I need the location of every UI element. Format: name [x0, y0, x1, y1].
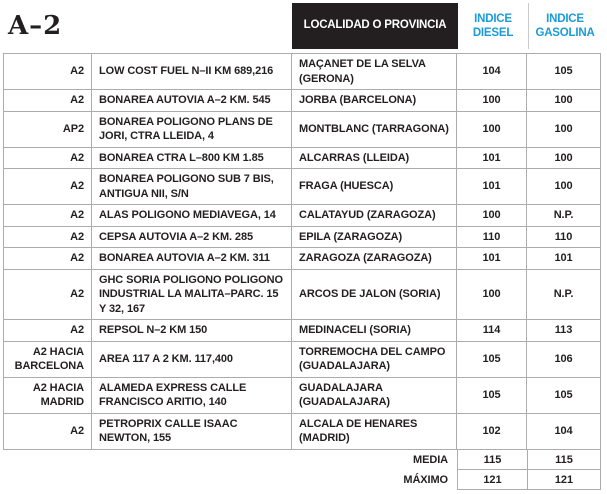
cell-station: BONAREA AUTOVIA A–2 KM. 311 — [92, 248, 292, 269]
cell-road: A2 — [4, 54, 92, 89]
cell-gasolina: 106 — [554, 352, 573, 365]
table-row — [4, 270, 600, 321]
column-header-gasolina-label: INDICE GASOLINA — [535, 12, 595, 39]
cell-station: LOW COST FUEL N–II KM 689,216 — [92, 54, 292, 89]
cell-locality: FRAGA (HUESCA) — [292, 169, 457, 204]
cell-locality: MAÇANET DE LA SELVA (GERONA) — [292, 54, 457, 89]
cell-diesel: 114 — [457, 320, 527, 341]
column-header-diesel — [458, 3, 528, 49]
maximo-diesel-value: 121 — [457, 470, 528, 490]
table-row — [4, 378, 600, 414]
cell-diesel: 101 — [457, 148, 527, 169]
cell-station: AREA 117 A 2 KM. 117,400 — [92, 342, 292, 377]
cell-station: GHC SORIA POLIGONO POLIGONO INDUSTRIAL LA MALITA–PARC. 15 Y 32, 167 — [92, 270, 292, 320]
cell-gasolina: 100 — [554, 94, 573, 107]
page-title: A–2 — [8, 11, 63, 41]
media-gasolina-value: 115 — [528, 450, 601, 470]
cell-road: A2 — [4, 148, 92, 169]
media-diesel-value: 115 — [457, 450, 528, 470]
maximo-label: MÁXIMO — [403, 474, 448, 487]
column-header-locality-label: LOCALIDAD O PROVINCIA — [303, 19, 447, 32]
cell-road: A2 — [4, 227, 92, 248]
table-header — [3, 3, 607, 49]
cell-locality: ALCALA DE HENARES (MADRID) — [292, 414, 457, 449]
cell-road: A2 — [4, 248, 92, 269]
cell-road: AP2 — [4, 112, 92, 147]
table-row — [4, 148, 600, 170]
cell-station: BONAREA AUTOVIA A–2 KM. 545 — [92, 90, 292, 111]
column-header-diesel-label: INDICE DIESEL — [472, 12, 514, 39]
cell-diesel: 110 — [457, 227, 527, 248]
maximo-row — [3, 470, 601, 490]
cell-station: CEPSA AUTOVIA A–2 KM. 285 — [92, 227, 292, 248]
cell-diesel: 100 — [457, 90, 527, 111]
cell-gasolina: 101 — [554, 252, 573, 265]
column-header-gasolina — [528, 3, 601, 49]
cell-locality: MEDINACELI (SORIA) — [292, 320, 457, 341]
cell-locality: ARCOS DE JALON (SORIA) — [292, 270, 457, 320]
cell-station: PETROPRIX CALLE ISAAC NEWTON, 155 — [92, 414, 292, 449]
cell-diesel: 101 — [457, 169, 527, 204]
title-area — [3, 3, 292, 49]
cell-locality: CALATAYUD (ZARAGOZA) — [292, 205, 457, 226]
cell-gasolina: 104 — [554, 425, 573, 438]
column-header-locality — [292, 3, 458, 49]
cell-diesel: 100 — [457, 112, 527, 147]
cell-gasolina: 100 — [554, 151, 573, 164]
cell-station: REPSOL N–2 KM 150 — [92, 320, 292, 341]
table-row — [4, 90, 600, 112]
cell-diesel: 104 — [457, 54, 527, 89]
cell-diesel: 105 — [457, 342, 527, 377]
media-row — [3, 450, 601, 470]
cell-station: ALAS POLIGONO MEDIAVEGA, 14 — [92, 205, 292, 226]
cell-locality: ALCARRAS (LLEIDA) — [292, 148, 457, 169]
cell-gasolina: N.P. — [553, 209, 574, 222]
cell-diesel: 102 — [457, 414, 527, 449]
table-row — [4, 342, 600, 378]
cell-road: A2 — [4, 90, 92, 111]
cell-diesel: 105 — [457, 378, 527, 413]
table-row — [4, 169, 600, 205]
cell-locality: TORREMOCHA DEL CAMPO (GUADALAJARA) — [292, 342, 457, 377]
cell-gasolina: N.P. — [553, 288, 574, 301]
table-row — [4, 205, 600, 227]
cell-road: A2 — [4, 414, 92, 449]
table-row — [4, 248, 600, 270]
cell-road: A2 — [4, 205, 92, 226]
maximo-gasolina-value: 121 — [528, 470, 601, 490]
cell-gasolina: 105 — [554, 65, 573, 78]
cell-station: BONAREA POLIGONO PLANS DE JORI, CTRA LLEIDA, 4 — [92, 112, 292, 147]
cell-gasolina: 113 — [554, 324, 573, 337]
cell-station: ALAMEDA EXPRESS CALLE FRANCISCO ARITIO, 140 — [92, 378, 292, 413]
table-row — [4, 54, 600, 90]
cell-road: A2 HACIA BARCELONA — [4, 342, 92, 377]
cell-gasolina: 110 — [554, 230, 573, 243]
cell-diesel: 100 — [457, 205, 527, 226]
cell-station: BONAREA POLIGONO SUB 7 BIS, ANTIGUA NII, S/N — [92, 169, 292, 204]
cell-locality: GUADALAJARA (GUADALAJARA) — [292, 378, 457, 413]
cell-locality: EPILA (ZARAGOZA) — [292, 227, 457, 248]
table-row — [4, 227, 600, 249]
cell-diesel: 101 — [457, 248, 527, 269]
cell-gasolina: 100 — [554, 180, 573, 193]
cell-road: A2 — [4, 320, 92, 341]
media-label: MEDIA — [413, 454, 448, 467]
cell-diesel: 100 — [457, 270, 527, 320]
table-body — [3, 53, 601, 450]
cell-locality: JORBA (BARCELONA) — [292, 90, 457, 111]
cell-gasolina: 100 — [554, 122, 573, 135]
table-row — [4, 320, 600, 342]
cell-gasolina: 105 — [554, 389, 573, 402]
table-row — [4, 112, 600, 148]
table-row — [4, 414, 600, 450]
cell-station: BONAREA CTRA L–800 KM 1.85 — [92, 148, 292, 169]
cell-road: A2 — [4, 169, 92, 204]
fuel-price-table-page — [0, 3, 607, 494]
cell-locality: MONTBLANC (TARRAGONA) — [292, 112, 457, 147]
cell-road: A2 — [4, 270, 92, 320]
cell-road: A2 HACIA MADRID — [4, 378, 92, 413]
cell-locality: ZARAGOZA (ZARAGOZA) — [292, 248, 457, 269]
